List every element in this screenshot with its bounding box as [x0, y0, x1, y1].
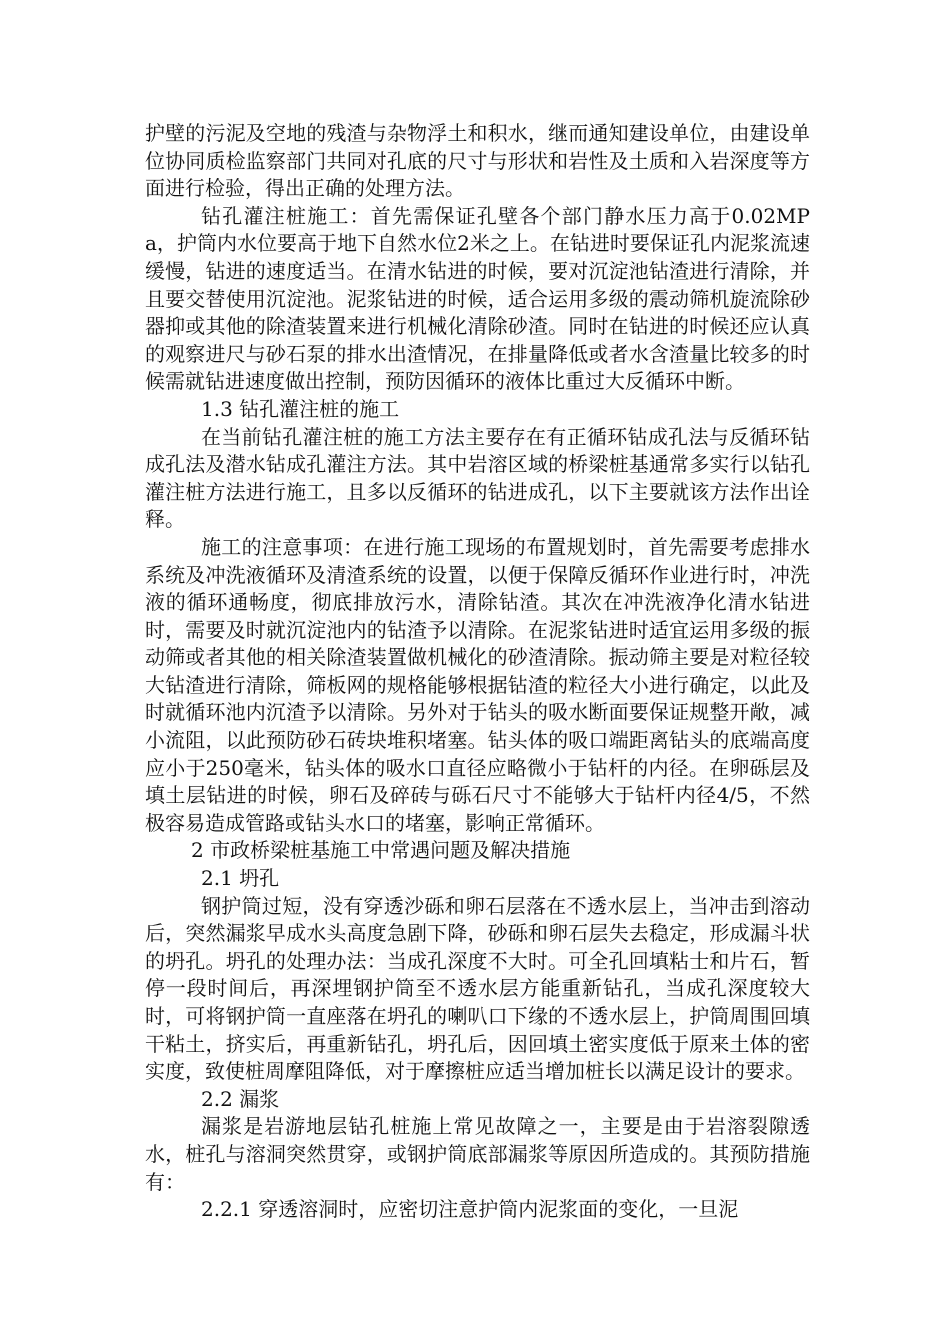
section-heading-2: 2 市政桥梁桩基施工中常遇问题及解决措施 — [191, 838, 571, 863]
body-paragraph: 在当前钻孔灌注桩的施工方法主要存在有正循环钻成孔法与反循环钻成孔法及潜水钻成孔灌注方法。其中岩溶区域的桥梁桩基通常多实行以钻孔灌注桩方法进行施工，且多以反循环的钻进成孔，以下主要就该方法作出诠释。 — [145, 424, 810, 532]
body-paragraph: 钢护筒过短，没有穿透沙砾和卵石层落在不透水层上，当冲击到溶动后，突然漏浆早成水头高度急剧下降，砂砾和卵石层失去稳定，形成漏斗状的坍孔。坍孔的处理办法：当成孔深度不大时。可全孔回填粘士和片石，暂停一段时间后，再深埋钢护筒至不透水层方能重新钻孔，当成孔深度较大时，可将钢护筒一直座落在坍孔的喇叭口下缘的不透水层上，护筒周围回填干粘土，挤实后，再重新钻孔，坍孔后，因回填土密实度低于原来土体的密实度，致使桩周摩阻降低，对于摩擦桩应适当增加桩长以满足设计的要求。 — [145, 893, 810, 1084]
section-heading-1-3: 1.3 钻孔灌注桩的施工 — [201, 396, 400, 421]
body-paragraph: 漏浆是岩游地层钻孔桩施上常见故障之一，主要是由于岩溶裂隙透水，桩孔与溶洞突然贯穿，或钢护筒底部漏浆等原因所造成的。其预防措施有： — [145, 1114, 810, 1194]
body-paragraph: 2.2.1 穿透溶洞时，应密切注意护筒内泥浆面的变化，一旦泥 — [201, 1197, 739, 1222]
body-paragraph: 护壁的污泥及空地的残渣与杂物浮土和积水，继而通知建设单位，由建设单位协同质检监察部门共同对孔底的尺寸与形状和岩性及土质和入岩深度等方面进行检验，得出正确的处理方法。 — [145, 121, 810, 201]
section-heading-2-2: 2.2 漏浆 — [201, 1086, 280, 1111]
section-heading-2-1: 2.1 坍孔 — [201, 866, 280, 891]
body-paragraph: 施工的注意事项：在进行施工现场的布置规划时，首先需要考虑排水系统及冲洗液循环及清渣系统的设置，以便于保障反循环作业进行时，冲洗液的循环通畅度，彻底排放污水，清除钻渣。其次在冲洗液净化清水钻进时，需要及时就沉淀池内的钻渣予以清除。在泥浆钻进时适宜运用多级的振动筛或者其他的相关除渣装置做机械化的砂渣清除。振动筛主要是对粒径较大钻渣进行清除，筛板网的规格能够根据钻渣的粒径大小进行确定，以此及时就循环池内沉渣予以清除。另外对于钻头的吸水断面要保证规整开敞，减小流阻，以此预防砂石砖块堆积堵塞。钻头体的吸口端距离钻头的底端高度应小于250毫米，钻头体的吸水口直径应略微小于钻杆的内径。在卵砾层及填土层钻进的时候，卵石及碎砖与砾石尺寸不能够大于钻杆内径4/5，不然极容易造成管路或钻头水口的堵塞，影响正常循环。 — [145, 534, 810, 835]
document-body — [145, 120, 810, 1224]
body-paragraph: 钻孔灌注桩施工：首先需保证孔壁各个部门静水压力高于0.02MPa，护筒内水位要高于地下自然水位2米之上。在钻进时要保证孔内泥浆流速缓慢，钻进的速度适当。在清水钻进的时候，要对沉淀池钻渣进行清除，并且要交替使用沉淀池。泥浆钻进的时候，适合运用多级的震动筛机旋流除砂器抑或其他的除渣装置来进行机械化清除砂渣。同时在钻进的时候还应认真的观察进尺与砂石泵的排水出渣情况，在排量降低或者水含渣量比较多的时候需就钻进速度做出控制，预防因循环的液体比重过大反循环中断。 — [145, 203, 810, 394]
